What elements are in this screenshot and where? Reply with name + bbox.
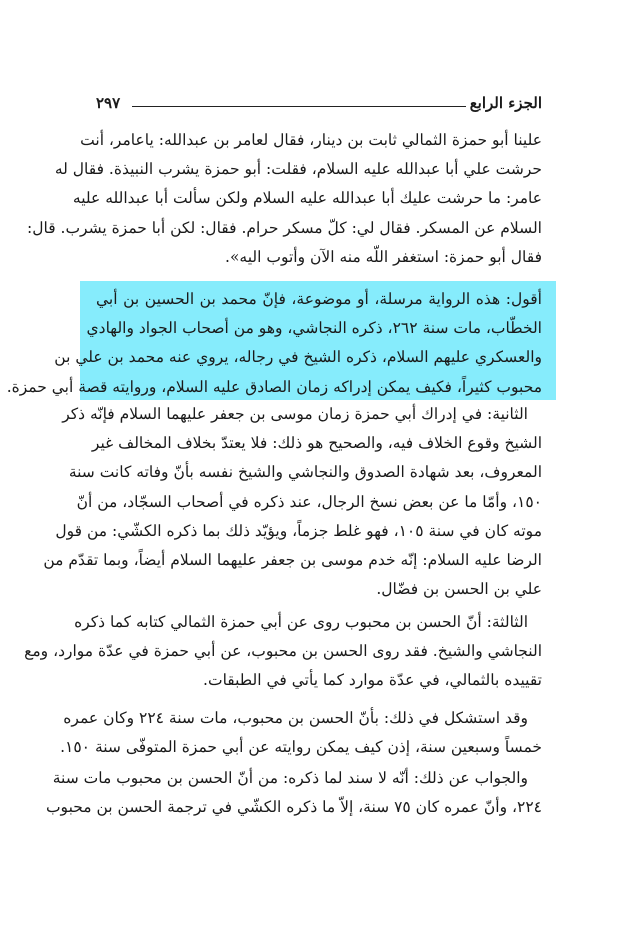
paragraph-narration	[26, 126, 542, 272]
text-line: والعسكري عليهم السلام، ذكره الشيخ في رجاله، يروي عنه محمد بن علي بن	[54, 348, 542, 367]
text-line: الرضا عليه السلام: إنّه خدم موسى بن جعفر عليهما السلام أيضاً، وبما تقدّم من	[43, 550, 542, 569]
text-line: أقول: هذه الرواية مرسلة، أو موضوعة، فإنّ محمد بن الحسين بن أبي	[96, 290, 542, 308]
paragraph-third-point	[24, 608, 542, 696]
text-line: وقد استشكل في ذلك: بأنّ الحسن بن محبوب، مات سنة ٢٢٤ وكان عمره	[63, 709, 528, 727]
text-line: والجواب عن ذلك: أنّه لا سند لما ذكره: من أنّ الحسن بن محبوب مات سنة	[52, 769, 528, 787]
text-line: ٢٢٤، وأنّ عمره كان ٧٥ سنة، إلاّ ما ذكره الكشّي في ترجمة الحسن بن محبوب	[45, 798, 542, 817]
page-number: ٢٩٧	[96, 94, 121, 112]
paragraph-second-point	[43, 400, 542, 604]
page-header	[96, 94, 542, 118]
text-line: النجاشي والشيخ. فقد روى الحسن بن محبوب، عن أبي حمزة في عدّة موارد، ومع	[24, 642, 542, 661]
text-line: المعروف، بعد شهادة الصدوق والنجاشي والشيخ نفسه بأنّ وفاته كانت سنة	[68, 463, 542, 482]
highlighted-passage	[6, 281, 556, 400]
text-line: الثالثة: أنّ الحسن بن محبوب روى عن أبي حمزة الثمالي كتابه كما ذكره	[74, 613, 528, 631]
text-line: علينا أبو حمزة الثمالي ثابت بن دينار، فقال لعامر بن عبدالله: ياعامر، أنت	[80, 131, 542, 149]
running-header-title: الجزء الرابع	[469, 94, 542, 112]
text-line: الثانية: في إدراك أبي حمزة زمان موسى بن جعفر عليهما السلام فإنّه ذكر	[62, 405, 528, 423]
paragraph-commentary	[6, 285, 542, 402]
text-line: عامر: ما حرشت عليك أبا عبدالله عليه السلام ولكن سألت أبا عبدالله عليه	[72, 189, 542, 208]
text-line: تقييده بالثمالي، في عدّة موارد كما يأتي في الطبقات.	[203, 671, 542, 690]
paragraph-answer	[45, 764, 542, 822]
text-line: السلام عن المسكر. فقال لي: كلّ مسكر حرام. فقال: لكن أبا حمزة يشرب. قال:	[26, 218, 542, 237]
text-line: علي بن الحسن بن فضّال.	[376, 580, 542, 599]
paragraph-objection	[60, 704, 542, 762]
text-line: فقال أبو حمزة: استغفر اللّه منه الآن وأتوب اليه».	[225, 247, 542, 266]
text-line: ١٥٠، وأمّا ما عن بعض نسخ الرجال، عند ذكره في أصحاب السجّاد، من أنّ	[76, 492, 542, 511]
text-line: حرشت علي أبا عبدالله عليه السلام، فقلت: أبو حمزة يشرب النبيذة. فقال له	[54, 160, 542, 179]
text-line: محبوب كثيراً، فكيف يمكن إدراكه زمان الصادق عليه السلام، وروايته قصة أبي حمزة.	[6, 377, 542, 396]
header-rule	[132, 106, 466, 107]
text-line: خمساً وسبعين سنة، إذن كيف يمكن روايته عن أبي حمزة المتوفّى سنة ١٥٠.	[60, 738, 542, 757]
text-line: الشيخ وقوع الخلاف فيه، والصحيح هو ذلك: فلا يعتدّ بخلاف المخالف غير	[91, 434, 542, 453]
text-line: موته كان في سنة ١٠٥، فهو غلط جزماً، ويؤيّد ذلك بما ذكره الكشّي: من قول	[55, 521, 542, 540]
text-line: الخطّاب، مات سنة ٢٦٢، ذكره النجاشي، وهو من أصحاب الجواد والهادي	[86, 319, 542, 338]
